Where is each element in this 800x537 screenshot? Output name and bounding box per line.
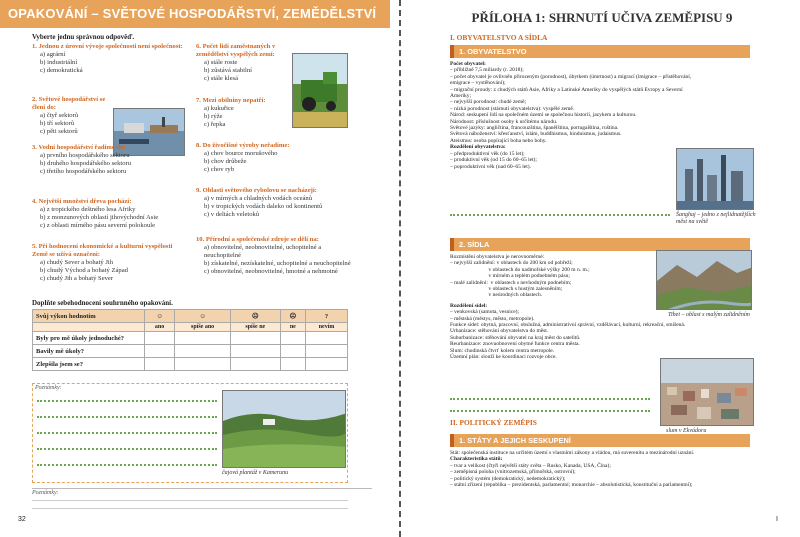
- eval-cell[interactable]: [306, 345, 348, 358]
- smiley-very-happy-icon: ☺: [145, 310, 175, 323]
- eval-header: Svůj výkon hodnotím: [33, 310, 145, 323]
- answer-option[interactable]: c) chov ryb: [204, 166, 235, 173]
- question-title: 1. Jednou z úrovní vývoje společnosti není společnost:: [32, 43, 183, 50]
- answer-option[interactable]: b) v tropických vodách daleko od kontinentů: [204, 203, 323, 210]
- eval-cell[interactable]: [145, 345, 175, 358]
- eval-row-label: Zlepšila jsem se?: [33, 358, 145, 371]
- answer-option[interactable]: b) industriální: [40, 59, 78, 66]
- text-line: Funkce sídel: obytná, pracovní, obslužná, administrativní správní, vzdělávací, kulturní, rekreační, smíšená.: [450, 322, 686, 329]
- tibet-photo: [656, 250, 752, 310]
- text-line: Ateismus: osoba popírající boha nebo bohy.: [450, 137, 547, 144]
- eval-col: spíše ne: [230, 323, 280, 332]
- question-title: 5. Při hodnocení ekonomické a kulturní vyspělosti Země se užívá označení:: [32, 243, 173, 258]
- smiley-question-icon: ?: [306, 310, 348, 323]
- answer-option[interactable]: b) z monzunových oblastí jihovýchodní Asie: [40, 214, 159, 221]
- smiley-sad-icon: ☹: [280, 310, 305, 323]
- section-heading: II. POLITICKÝ ZEMĚPIS: [450, 418, 537, 427]
- answer-option[interactable]: c) třetího hospodářského sektoru: [40, 168, 127, 175]
- question-10: [196, 236, 351, 276]
- question-7: [196, 97, 292, 129]
- answer-option[interactable]: a) chov bource morušového: [204, 150, 278, 157]
- eval-cell[interactable]: [280, 358, 305, 371]
- shanghai-caption: Šanghaj – jedno z nejlidnatějších měst na světě: [676, 212, 756, 225]
- page-number-right: I: [776, 516, 778, 523]
- note-line: [37, 432, 217, 434]
- text-line: Světová náboženství: křesťanství, islám, buddhismus, hinduismus, judaismus.: [450, 131, 622, 138]
- eval-cell[interactable]: [175, 332, 231, 345]
- text-line: – předproduktivní věk (do 15 let);: [450, 150, 525, 157]
- answer-option[interactable]: c) z oblasti mírného pásu severní polokoule: [40, 222, 155, 229]
- section-bar: 2. SÍDLA: [450, 238, 750, 251]
- left-page: [0, 0, 398, 537]
- answer-option[interactable]: c) demokratická: [40, 67, 83, 74]
- green-dotted-line: [450, 214, 670, 216]
- shanghai-photo: [676, 148, 754, 210]
- eval-col: ne: [280, 323, 305, 332]
- text-line: v mírném a teplém podnebném pásu;: [450, 273, 570, 280]
- appendix-title: PŘÍLOHA 1: SHRNUTÍ UČIVA ZEMĚPISU 9: [471, 10, 733, 25]
- slum-caption: slum v Ekvádoru: [666, 428, 707, 434]
- question-title: 9. Oblasti světového rybolovu se nacházejí:: [196, 187, 317, 194]
- note-line: [37, 400, 217, 402]
- eval-cell[interactable]: [306, 332, 348, 345]
- states-text: [450, 450, 780, 488]
- answer-option[interactable]: b) rýže: [204, 113, 223, 120]
- question-title: 2. Světové hospodářství se člení do:: [32, 96, 106, 111]
- page-number-left: 32: [18, 516, 26, 523]
- eval-cell[interactable]: [230, 332, 280, 345]
- footer-line: [32, 508, 348, 509]
- question-2: [32, 96, 112, 136]
- text-line: Rozdělení obyvatelstva:: [450, 144, 506, 151]
- answer-option[interactable]: b) druhého hospodářského sektoru: [40, 160, 132, 167]
- eval-cell[interactable]: [306, 358, 348, 371]
- answer-option[interactable]: a) stále roste: [204, 59, 238, 66]
- text-line: – nejvyšší zalidnění: v oblastech do 200 km od pobřeží;: [450, 260, 573, 267]
- text-line: Slum: chudinská čtvrť kolem centra metropole.: [450, 347, 555, 354]
- eval-col: spíše ano: [175, 323, 231, 332]
- text-line: Územní plán: slouží ke koordinaci rozvoje obce.: [450, 354, 557, 361]
- smiley-happy-icon: ☺: [175, 310, 231, 323]
- answer-option[interactable]: a) čtyř sektorů: [40, 112, 79, 119]
- eval-row-label: Bavily mě úkoly?: [33, 345, 145, 358]
- harvester-photo: [292, 53, 348, 128]
- instruction-text: Vyberte jednu správnou odpověď.: [32, 33, 135, 41]
- text-line: Rozdělení sídel:: [450, 302, 488, 309]
- page-divider: [399, 0, 402, 537]
- question-title: 7. Mezi obilniny nepatří:: [196, 97, 266, 104]
- worksheet-header: OPAKOVÁNÍ – SVĚTOVÉ HOSPODÁŘSTVÍ, ZEMĚDĚLSTVÍ: [0, 0, 390, 28]
- answer-option[interactable]: c) obnovitelné, neobnovitelné, hmotné a nehmotné: [204, 268, 338, 275]
- text-line: – malé zalidnění: v oblastech s nevhodným podnebím;: [450, 279, 572, 286]
- eval-cell[interactable]: [230, 358, 280, 371]
- tea-plantation-photo: [222, 390, 346, 468]
- question-3: [32, 144, 184, 176]
- text-line: v neúrodných oblastech.: [450, 292, 543, 299]
- answer-option[interactable]: a) obnovitelné, neobnovitelné, uchopitelné a neuchopitelné: [204, 244, 322, 259]
- question-4: [32, 198, 192, 230]
- text-line: – nejvyšší porodnost: chudé země;: [450, 99, 527, 106]
- question-9: [196, 187, 351, 219]
- question-5: [32, 243, 184, 283]
- question-title: 3. Vodní hospodářství řadíme do:: [32, 144, 126, 151]
- answer-option[interactable]: c) chudý Jih a bohatý Sever: [40, 275, 114, 282]
- eval-cell[interactable]: [145, 332, 175, 345]
- question-1: [32, 43, 184, 75]
- section-bar: 1. OBYVATELSTVO: [450, 45, 750, 58]
- text-line: Charakteristika států:: [450, 456, 503, 463]
- answer-option[interactable]: a) kukuřice: [204, 105, 234, 112]
- section-heading: I. OBYVATELSTVO A SÍDLA: [450, 33, 548, 42]
- eval-corner: [33, 323, 145, 332]
- answer-option[interactable]: b) zůstává stabilní: [204, 67, 252, 74]
- question-title: 8. Do živočišné výroby neřadíme:: [196, 142, 290, 149]
- text-line: – tvar a velikost (čtyři největší státy světa – Rusko, Kanada, USA, Čína);: [450, 462, 611, 469]
- right-page: [404, 0, 800, 537]
- text-line: – nízká porodnost (stárnutí obyvatelstva): vyspělé země.: [450, 105, 575, 112]
- slum-photo: [660, 358, 754, 426]
- text-line: – zeměpisná poloha (vnitrozemská, přímořská, ostrovní);: [450, 469, 576, 476]
- eval-row: [33, 345, 348, 358]
- section-bar: 1. STÁTY A JEJICH SESKUPENÍ: [450, 434, 750, 447]
- answer-option[interactable]: a) z tropického deštného lesa Afriky: [40, 206, 136, 213]
- answer-option[interactable]: a) prvního hospodářského sektoru: [40, 152, 130, 159]
- eval-cell[interactable]: [280, 345, 305, 358]
- text-line: Počet obyvatel:: [450, 61, 486, 67]
- answer-option[interactable]: c) stále klesá: [204, 75, 239, 82]
- text-line: – migrační proudy: z chudých států Asie, Afriky a Latinské Ameriky do vyspělých států Evropy a Severní: [450, 86, 683, 93]
- text-line: emigrace – vystěhování);: [450, 80, 506, 87]
- eval-cell[interactable]: [145, 358, 175, 371]
- text-line: Stát: společenská instituce na určitém území s vlastními zákony a vládou, má suverenitu a mezinárodní uznání.: [450, 450, 695, 456]
- answer-option[interactable]: b) chudý Východ a bohatý Západ: [40, 267, 128, 274]
- text-line: Rozmístění obyvatelstva je nerovnoměrné:: [450, 254, 545, 260]
- eval-cell[interactable]: [175, 358, 231, 371]
- eval-row-label: Byly pro mě úkoly jednoduché?: [33, 332, 145, 345]
- note-line: [37, 416, 217, 418]
- question-title: 10. Přírodní a společenské zdroje se dělí na:: [196, 236, 319, 243]
- answer-option[interactable]: c) pěti sektorů: [40, 128, 78, 135]
- eval-col: ano: [145, 323, 175, 332]
- self-eval-title: Doplňte sebehodnocení souhrnného opakování.: [32, 299, 173, 307]
- eval-cell[interactable]: [230, 345, 280, 358]
- answer-option[interactable]: a) v mírných a chladných vodách oceánů: [204, 195, 313, 202]
- text-line: – poproduktivní věk (nad 60–65 let).: [450, 163, 531, 170]
- tibet-caption: Tibet – oblast s malým zalidněním: [668, 312, 750, 318]
- note-line: [37, 464, 217, 466]
- text-line: Suburbanizace: stěhování obyvatel na kraj měst do satelitů.: [450, 334, 581, 341]
- answer-option[interactable]: c) řepka: [204, 121, 226, 128]
- self-eval-table: [32, 309, 348, 371]
- question-8: [196, 142, 351, 174]
- text-line: – počet obyvatel je ovlivněn přirozeným (porodnost), úbytkem (úmrtnost) a migrací (imigrace – přistěhování,: [450, 73, 692, 80]
- eval-row: [33, 358, 348, 371]
- text-line: v oblastech s hustým zalesněním;: [450, 286, 563, 293]
- answer-option[interactable]: b) získatelné, nezískatelné, uchopitelné a neuchopitelné: [204, 260, 351, 267]
- text-line: Urbanizace: stěhování obyvatelstva do měst.: [450, 328, 549, 335]
- footer-line: [32, 500, 348, 501]
- text-line: Národnost: příslušnost osoby k určitému národu.: [450, 118, 558, 125]
- answer-option[interactable]: b) tří sektorů: [40, 120, 75, 127]
- text-line: – městská (městys, město, metropole).: [450, 315, 535, 322]
- text-line: Ameriky;: [450, 93, 472, 100]
- text-line: – produktivní věk (od 15 do 60–65 let);: [450, 157, 537, 164]
- green-dotted-line: [450, 410, 650, 412]
- footer-notes: Poznámky:: [32, 488, 372, 508]
- text-line: v oblastech do nadmořské výšky 200 m n. m.;: [450, 266, 590, 273]
- text-line: – politický systém (demokratický, nedemokratický);: [450, 475, 566, 482]
- answer-option[interactable]: c) v deltách veletoků: [204, 211, 260, 218]
- smiley-neutral-icon: ☹: [230, 310, 280, 323]
- answer-option[interactable]: a) agrární: [40, 51, 66, 58]
- text-line: Světové jazyky: angličtina, francouzština, španělština, portugalština, ruština.: [450, 125, 619, 132]
- note-line: [37, 448, 217, 450]
- eval-cell[interactable]: [175, 345, 231, 358]
- question-title: 4. Největší množství dřeva pochází:: [32, 198, 132, 205]
- green-dotted-line: [450, 398, 650, 400]
- text-line: – státní zřízení (republika – prezidentská, parlamentní; monarchie – absolutistická, konstituční a parlamentní);: [450, 482, 693, 489]
- text-line: – přibližně 7,5 miliardy (r. 2018);: [450, 67, 524, 74]
- tea-plantation-caption: čajová plantáž v Kamerunu: [222, 470, 289, 476]
- eval-row: [33, 332, 348, 345]
- text-line: Národ: seskupení lidí na společném území se společnou historií, jazykem a kulturou.: [450, 112, 637, 119]
- text-line: – venkovská (samota, vesnice);: [450, 309, 520, 316]
- answer-option[interactable]: a) chudý Sever a bohatý Jih: [40, 259, 114, 266]
- notes-label: Poznámky:: [35, 385, 62, 391]
- question-6: [196, 43, 292, 83]
- answer-option[interactable]: b) chov drůbeže: [204, 158, 247, 165]
- question-title: 6. Počet lidí zaměstnaných v zemědělství vyspělých zemí:: [196, 43, 276, 58]
- text-line: Reurbanizace: znovuobnovení obytné funkce centra města.: [450, 341, 580, 348]
- eval-col: nevím: [306, 323, 348, 332]
- eval-cell[interactable]: [280, 332, 305, 345]
